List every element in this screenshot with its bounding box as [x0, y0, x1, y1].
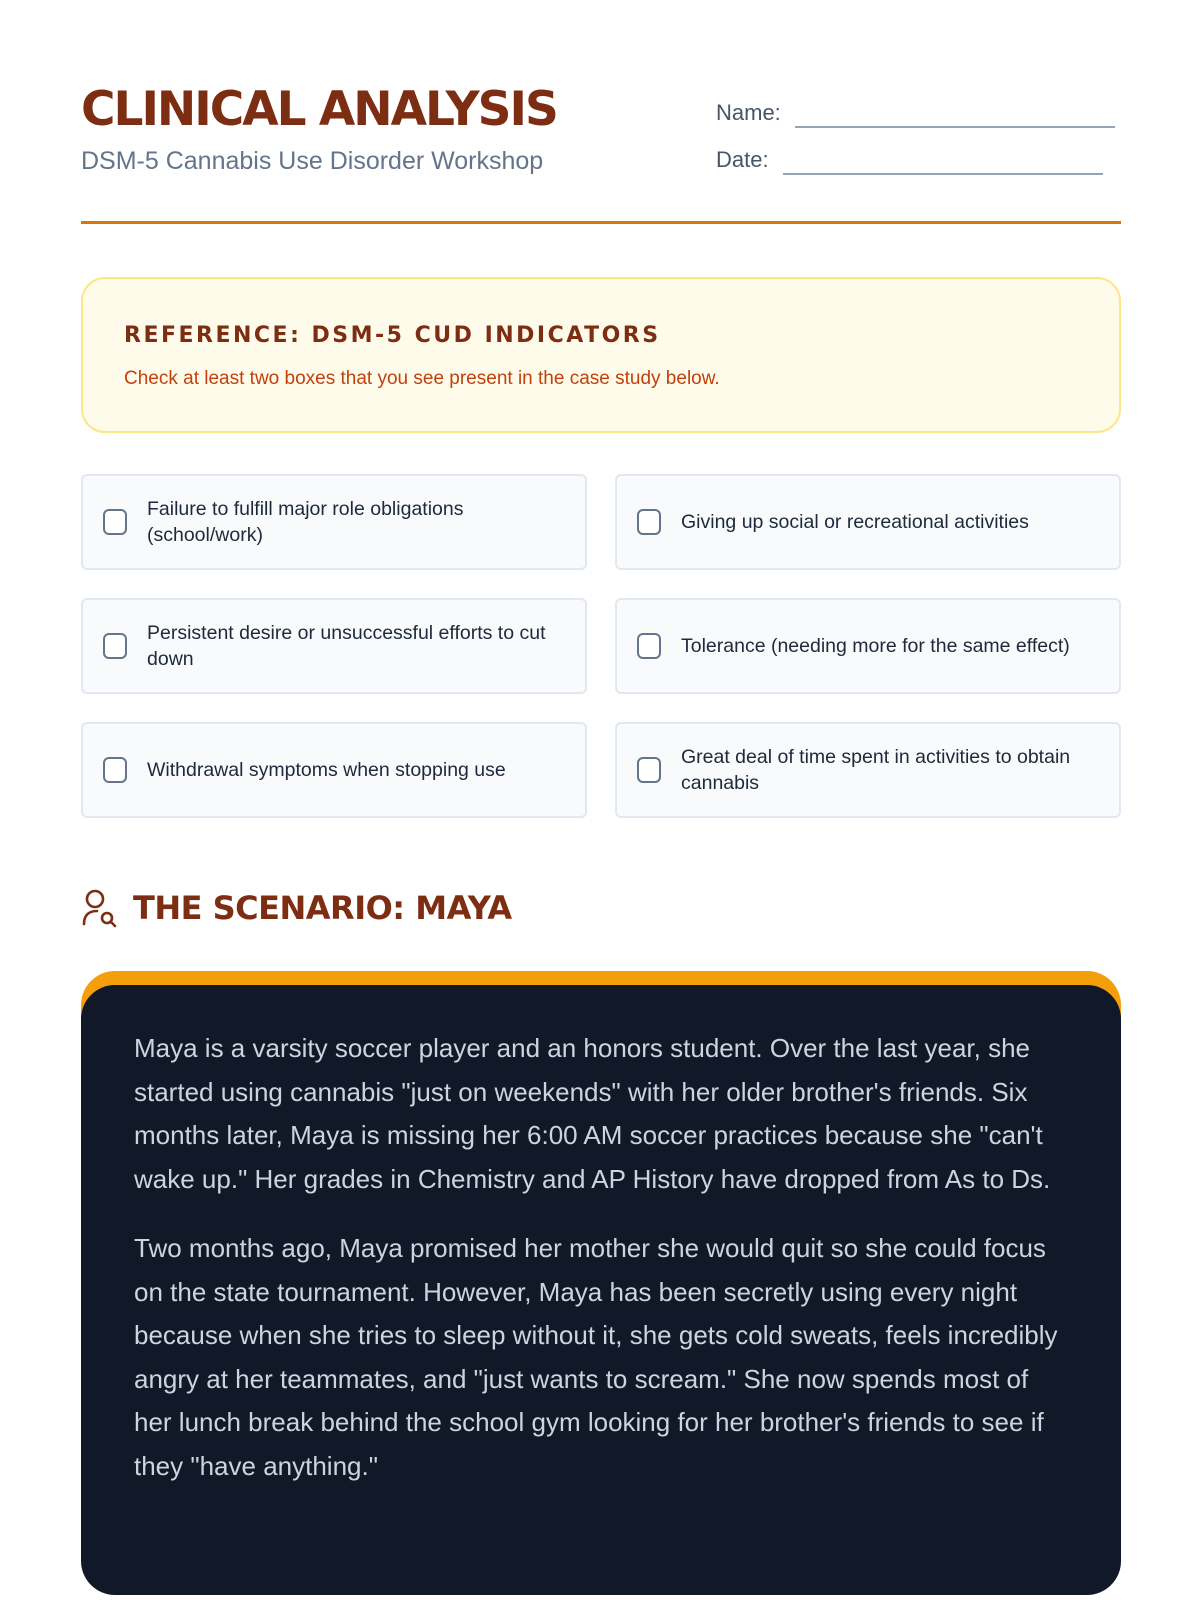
- indicator-giving-up-activities[interactable]: [615, 474, 1121, 570]
- date-label: Date:: [716, 147, 769, 172]
- page-subtitle: DSM-5 Cannabis Use Disorder Workshop: [81, 147, 544, 175]
- reference-note: Check at least two boxes that you see present in the case study below.: [124, 368, 720, 389]
- indicator-label: Persistent desire or unsuccessful efforts to cut down: [147, 622, 546, 670]
- indicator-time-spent[interactable]: [615, 722, 1121, 818]
- name-label: Name:: [716, 100, 781, 125]
- indicator-label: Failure to fulfill major role obligations (school/work): [147, 498, 464, 546]
- checkbox[interactable]: [103, 509, 127, 535]
- date-input-line[interactable]: [783, 153, 1103, 175]
- indicator-role-obligations[interactable]: [81, 474, 587, 570]
- indicator-label: Tolerance (needing more for the same effect): [681, 635, 1070, 657]
- indicator-cut-down-efforts[interactable]: [81, 598, 587, 694]
- checkbox[interactable]: [637, 757, 661, 783]
- name-input-line[interactable]: [795, 106, 1115, 128]
- scenario-heading: [81, 884, 512, 932]
- scenario-card: [81, 985, 1121, 1595]
- name-field: [716, 98, 1115, 128]
- indicator-label: Withdrawal symptoms when stopping use: [147, 759, 506, 781]
- indicator-withdrawal[interactable]: [81, 722, 587, 818]
- scenario-paragraph: Two months ago, Maya promised her mother she would quit so she could focus on the state tournament. However, Maya has been secretly using every night because when she tries to sleep without it, she gets cold sweats, feels incredibly angry at her teammates, and "just wants to scream." She now spends most of her lunch break behind the school gym looking for her brother's friends to see if they "have anything.": [134, 1233, 1058, 1481]
- user-search-icon: [81, 888, 117, 928]
- checkbox[interactable]: [103, 633, 127, 659]
- reference-box: [81, 277, 1121, 433]
- checkbox[interactable]: [637, 633, 661, 659]
- indicator-label: Giving up social or recreational activities: [681, 511, 1029, 533]
- indicator-checklist: [81, 474, 1121, 818]
- page-title: CLINICAL ANALYSIS: [81, 82, 557, 137]
- date-field: [716, 145, 1103, 175]
- indicator-tolerance[interactable]: [615, 598, 1121, 694]
- indicator-label: Great deal of time spent in activities to obtain cannabis: [681, 746, 1071, 794]
- reference-title: REFERENCE: DSM-5 CUD INDICATORS: [124, 323, 661, 348]
- scenario-paragraph: Maya is a varsity soccer player and an honors student. Over the last year, she started using cannabis "just on weekends" with her older brother's friends. Six months later, Maya is missing her 6:00 AM soccer practices because she "can't wake up." Her grades in Chemistry and AP History have dropped from As to Ds.: [134, 1033, 1051, 1194]
- scenario-title: THE SCENARIO: MAYA: [133, 889, 512, 927]
- checkbox[interactable]: [637, 509, 661, 535]
- worksheet-header: [81, 80, 1121, 224]
- checkbox[interactable]: [103, 757, 127, 783]
